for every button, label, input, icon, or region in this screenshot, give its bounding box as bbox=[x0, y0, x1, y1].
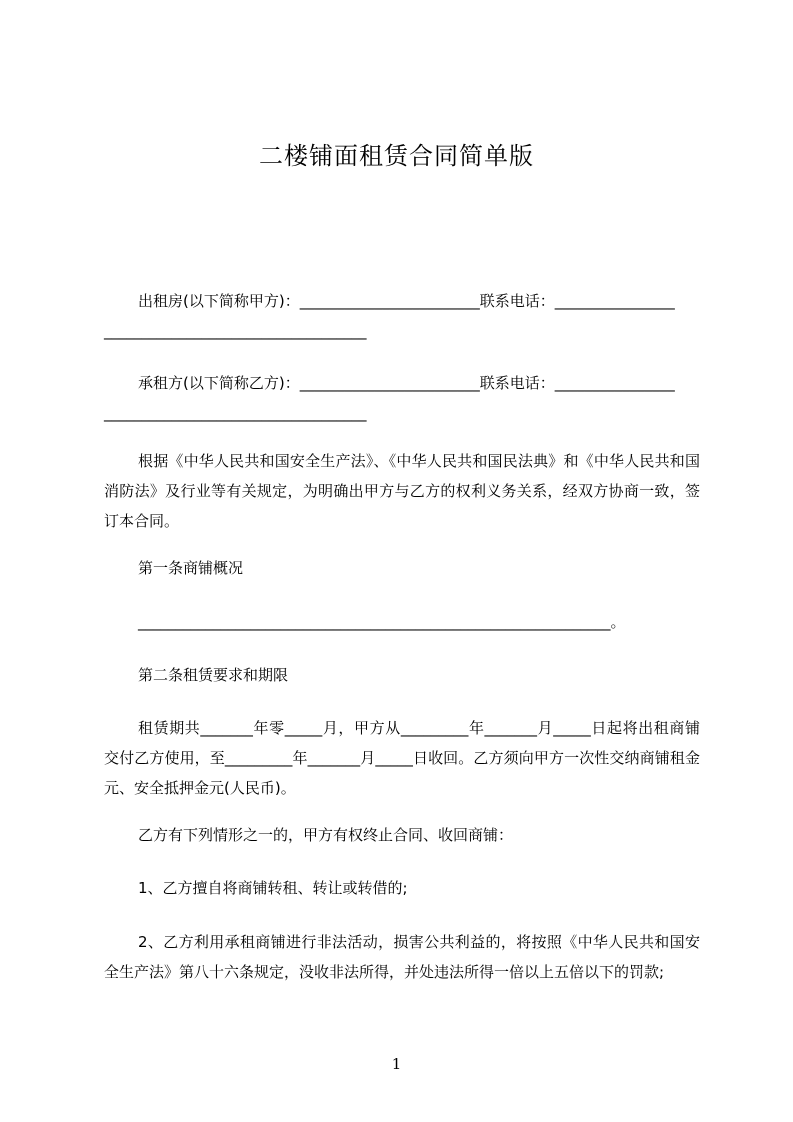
termination-intro: 乙方有下列情形之一的，甲方有权终止合同、收回商铺： bbox=[138, 826, 514, 844]
preamble-paragraph: 根据《中华人民共和国安全生产法》、《中华人民共和国民法典》和《中华人民共和国消防法》及行业等有关规定，为明确出甲方与乙方的权利义务关系，经双方协商一致，签订本合同。 bbox=[104, 452, 700, 530]
document-title: 二楼铺面租赁合同简单版 bbox=[259, 142, 534, 170]
termination-item-1: 1、乙方擅自将商铺转租、转让或转借的; bbox=[138, 879, 408, 897]
lessor-line-continuation: ___________________________________ bbox=[104, 322, 367, 340]
page-number: 1 bbox=[391, 1055, 402, 1073]
article-one-heading: 第一条商铺概况 bbox=[138, 559, 244, 577]
article-two-heading: 第二条租赁要求和期限 bbox=[138, 666, 289, 684]
lessor-line: 出租房(以下简称甲方)：________________________联系电话：________________ bbox=[138, 292, 675, 310]
article-one-blank-line: _______________________________________________________________。 bbox=[138, 613, 626, 631]
lessee-line: 承租方(以下简称乙方)：________________________联系电话：________________ bbox=[138, 374, 675, 392]
termination-item-2: 2、乙方利用承租商铺进行非法活动，损害公共利益的，将按照《中华人民共和国安全生产法》第八十六条规定，没收非法所得，并处违法所得一倍以上五倍以下的罚款; bbox=[104, 933, 700, 981]
lease-term-paragraph: 租赁期共_______年零_____月，甲方从_________年_______月_____日起将出租商铺交付乙方使用，至_________年_______月_____日收回。乙方须向甲方一次性交纳商铺租金元、安全抵押金元(人民币)。 bbox=[104, 719, 700, 797]
lessee-line-continuation: ___________________________________ bbox=[104, 404, 367, 422]
